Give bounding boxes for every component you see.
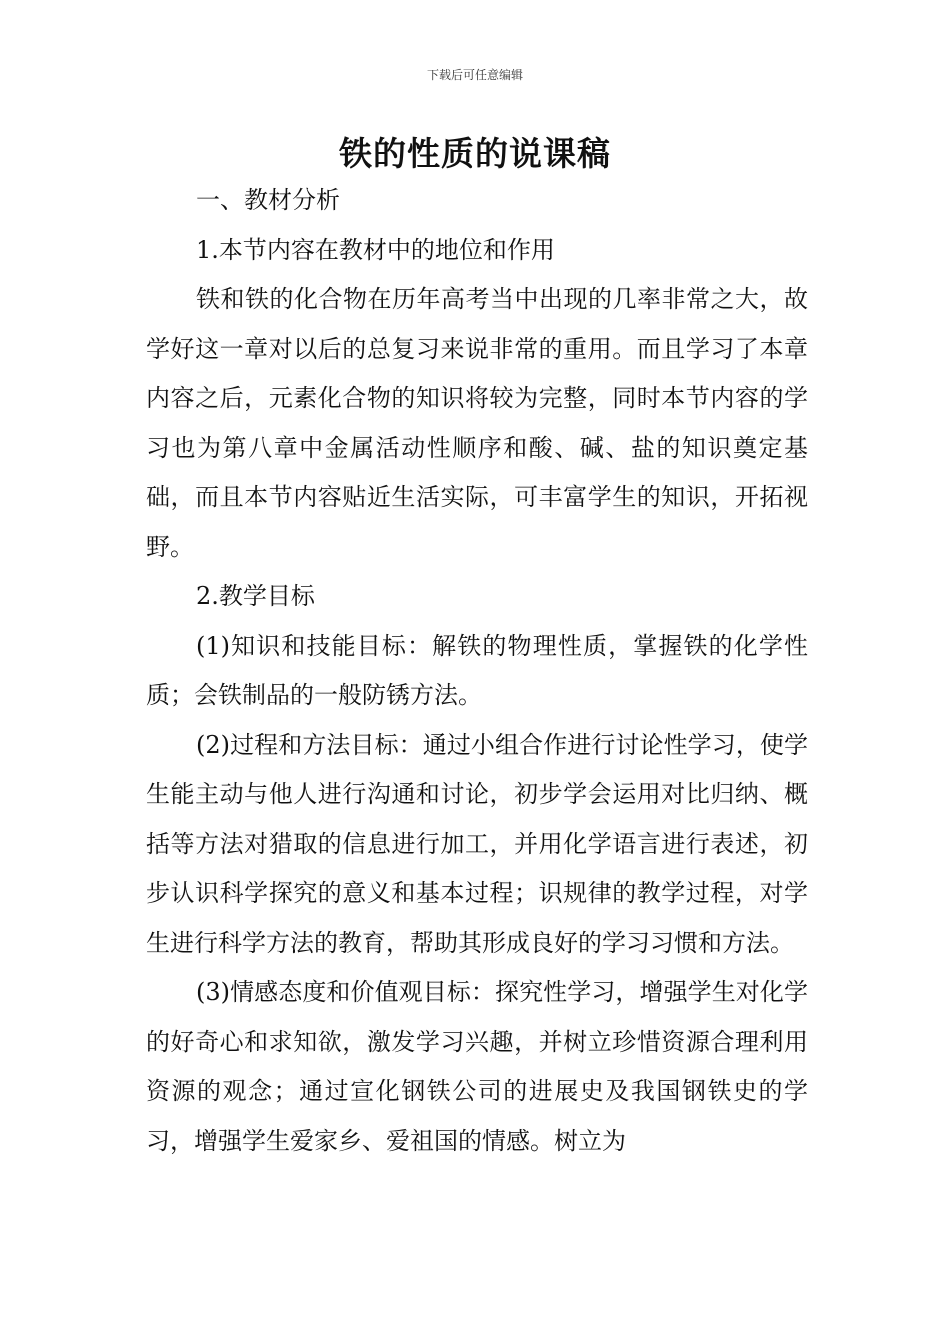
header-note: 下载后可任意编辑: [426, 68, 523, 82]
section-heading-textbook-analysis: 一、教材分析: [196, 186, 340, 214]
document-body: [146, 176, 808, 1166]
subheading-teaching-goals: 2.教学目标: [196, 582, 315, 610]
paragraph-position-and-role: 铁和铁的化合物在历年高考当中出现的几率非常之大，故学好这一章对以后的总复习来说非常的重用。而且学习了本章内容之后，元素化合物的知识将较为完整，同时本节内容的学习也为第八章中金属活动性顺序和酸、碱、盐的知识奠定基础，而且本节内容贴近生活实际，可丰富学生的知识，开拓视野。: [146, 285, 808, 561]
paragraph-goal-emotion: (3)情感态度和价值观目标：探究性学习，增强学生对化学的好奇心和求知欲，激发学习兴趣，并树立珍惜资源合理利用资源的观念；通过宣化钢铁公司的进展史及我国钢铁史的学习，增强学生爱家乡、爱祖国的情感。树立为: [146, 978, 808, 1155]
paragraph-goal-process: (2)过程和方法目标：通过小组合作进行讨论性学习，使学生能主动与他人进行沟通和讨论，初步学会运用对比归纳、概括等方法对猎取的信息进行加工，并用化学语言进行表述，初步认识科学探究的意义和基本过程；识规律的教学过程，对学生进行科学方法的教育，帮助其形成良好的学习习惯和方法。: [146, 730, 808, 957]
document-title: 铁的性质的说课稿: [339, 134, 611, 173]
subheading-position-and-role: 1.本节内容在教材中的地位和作用: [196, 235, 555, 264]
paragraph-goal-knowledge: (1)知识和技能目标：解铁的物理性质，掌握铁的化学性质；会铁制品的一般防锈方法。: [146, 631, 808, 709]
